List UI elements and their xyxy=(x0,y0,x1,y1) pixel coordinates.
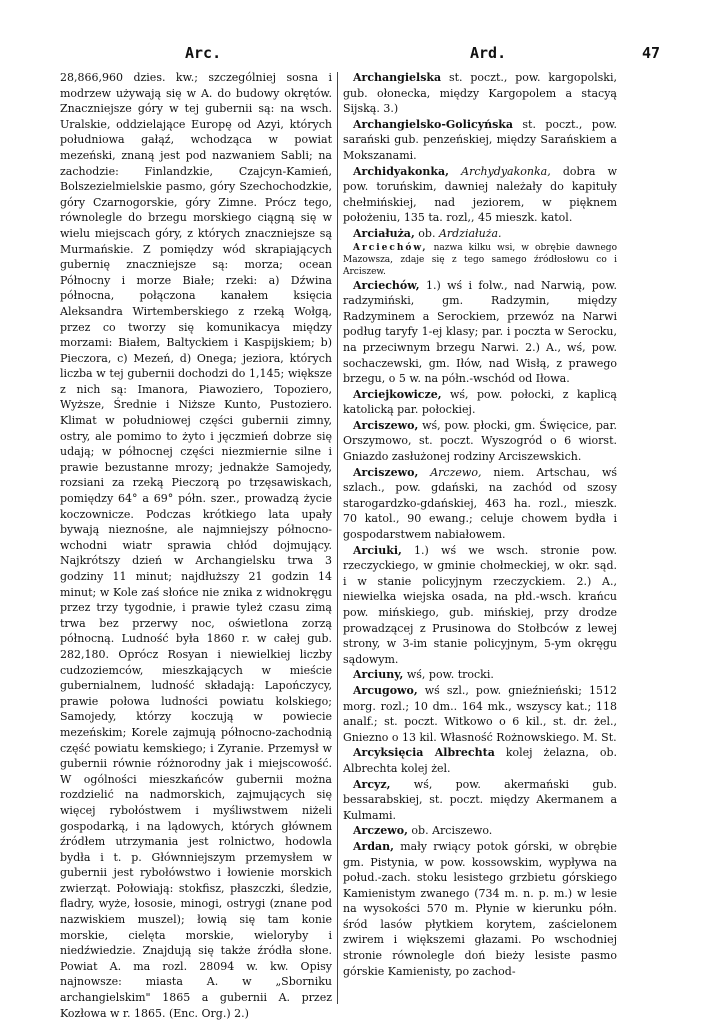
entry-text: nazwa kilku wsi, w obrębie dawnego Mazowsza, zdaje się z tego samego źródłosłowu co i Arciszew. xyxy=(343,242,617,277)
entry-headword: Arciuny, xyxy=(353,668,404,682)
entry-headword: Archangielska xyxy=(353,71,442,84)
entry-text: kolej żelazna, ob. Albrechta kolej żel. xyxy=(343,746,617,775)
dictionary-entry xyxy=(343,683,617,745)
left-column-text: 28,866,960 dzies. kw.; szczególniej sosna i modrzew używają się w A. do budowy okrętów. Znaczniejsze góry w tej gubernii są: na wsch. Uralskie, oddzielające Europę od Azyi, których południowa gałąź, wchodząca w powiat mezeński, znaną jest pod nazwaniem Sabli; na zachodzie: Finlandzkie, Czajcyn-Kamień, Bolszezielmielskie pasmo, góry Szechochodzkie, góry Czarnogorskie, góry Zimne. Prócz tego, równolegle do brzegu morskiego ciągną się w wielu miejscach góry, z których znaczniejsze są Murmańskie. Z pomiędzy wód skrapiających gubernię znaczniejsze są: morza; ocean Północny i morze Białe; rzeki: a) Dźwina północna, połączona kanałem księcia Aleksandra Wirtemberskiego z rzeką Wołgą, przez co tworzy się komunikacya między morzami: Białem, Baltyckiem i Kaspijskiem; b) Pieczora, c) Mezeń, d) Onega; jeziora, których liczba w tej gubernii dochodzi do 1,145; większe z nich są: Imanora, Piawoziero, Topoziero, Wyższe, Średnie i Niższe Kunto, Pustoziero. Klimat w południowej części gubernii zimny, ostry, ale pomimo to żyto i jęczmień dobrze się udają; w północnej części niezmiernie silne i prawie bezustanne mrozy; jednakże Samojedy, rozsiani za rzeką Pieczorą po trzęsawiskach, pomiędzy 64° a 69° półn. szer., prowadzą życie koczownicze. Podczas krótkiego lata upały bywają nieznośne, ale najmniejszy północno-wchodni wiatr sprawia chłód dojmujący. Najkrótszy dzień w Archangielsku trwa 3 godziny 11 minut; najdłuższy 21 godzin 14 minut; w Kole zaś słońce nie znika z widnokręgu przez trzy tygodnie, i prawie tyleż czasu zimą trwa bez przerwy noc, oświetlona zorzą północną. Ludność była 1860 r. w całej gub. 282,180. Oprócz Rosyan i niewielkiej liczby cudzoziemców, mieszkających w mieście gubernialnem, ludność składają: Lapończycy, prawie połowa ludności powiatu kolskiego; Samojedy, którzy koczują w powiecie mezeńskim; Korele zajmują północno-zachodnią część powiatu kemskiego; i Zyranie. Przemysł w gubernii równie różnorodny jak i miejscowość. W ogólności mieszkańców gubernii można rozdzielić na nadmorskich, zajmujących się więcej rybołóstwem i myśliwstwem niżeli gospodarką, i na lądowych, których głównem źródłem utrzymania jest rolnictwo, hodowla bydła i t. p. Głównniejszym przemysłem w gubernii jest rybołówstwo i łowienie morskich zwierząt. Połowiają: stokfisz, płaszczki, śledzie, fladry, wyże, łososie, minogi, ostrygi (znane pod nazwiskiem muszel); łowią się tam konie morskie, cielęta morskie, wieloryby i niedźwiedzie. Znajdują się także źródła słone. Powiat A. ma rozl. 28094 w. kw. Opisy najnowsze: miasta A. w „Sborniku archangielskim" 1865 a gubernii A. przez Kozłowa w r. 1865. (Enc. Org.) 2.) xyxy=(60,71,332,1020)
entry-text: dobra w pow. toruńskim, dawniej należały do kapituły chełmińskiej, nad jeziorem, w pięknem położeniu, 135 ta. rozl,, 45 mieszk. katol. xyxy=(343,164,618,225)
entry-headword: Arcugowo, xyxy=(353,683,418,697)
dictionary-entry xyxy=(343,226,617,242)
entry-text: wś, pow. połocki, z kaplicą katolicką par. połockiej. xyxy=(343,387,617,417)
entry-headword: Arciuki, xyxy=(353,543,402,557)
dictionary-entry xyxy=(343,278,617,387)
entry-headword: Arciechów, xyxy=(353,242,428,253)
entry-headword: Ardan, xyxy=(353,839,394,853)
dictionary-entry xyxy=(343,667,617,683)
entry-text: st. poczt., pow. sarański gub. penzeńskiej, między Sarańskiem a Mokszanami. xyxy=(343,117,617,162)
entry-headword: Arczewo, xyxy=(353,824,408,838)
dictionary-entry xyxy=(343,242,617,278)
entry-text: st. poczt., pow. kargopolski, gub. ołonecka, między Kargopolem a stacyą Sijską. 3.) xyxy=(343,71,617,116)
entry-headword: Arcyksięcia Albrechta xyxy=(353,746,495,760)
entry-headword: Arciszewo, xyxy=(353,465,419,479)
entry-text: wś, pow. akermański gub. bessarabskiej, st. poczt. między Akermanem a Kulmami. xyxy=(343,777,617,822)
dictionary-entry xyxy=(343,387,617,418)
entry-headword: Arciejkowicze, xyxy=(353,387,442,401)
entry-headword: Arciałuża, xyxy=(353,226,415,240)
dictionary-entry xyxy=(343,777,617,824)
dictionary-entry xyxy=(343,465,617,543)
header-left: Arc. xyxy=(185,44,222,62)
entry-text: ob. Arciszewo. xyxy=(407,824,493,838)
dictionary-entry xyxy=(343,745,617,776)
header-center: Ard. xyxy=(470,44,507,62)
dictionary-entry xyxy=(343,839,617,979)
entry-headword: Arcyz, xyxy=(353,777,391,791)
left-column xyxy=(60,70,332,1020)
entry-headword: Archidyakonka, xyxy=(353,164,449,178)
entry-text: 1.) wś we wsch. stronie pow. rzeczyckiego, w gminie chołmeckiej, w okr. sąd. i w stanie policyjnym rzeczyckiem. 2.) A., niewielka wiejska osada, na płd.-wsch. krańcu pow. mińskiego, gub. mińskiej, przy drodze prowadzącej z Prusinowa do Stołbców z lewej strony, w 3-im stanie policyjnym, 5-ym okręgu sądowym. xyxy=(343,543,617,666)
column-divider xyxy=(337,72,338,1004)
entry-variant: Arczewo, xyxy=(430,465,482,479)
entry-headword: Archangielsko-Golicyńska xyxy=(353,117,514,131)
dictionary-entry xyxy=(343,117,617,164)
dictionary-entry xyxy=(343,164,617,226)
entry-text: 1.) wś i folw., nad Narwią, pow. radzymiński, gm. Radzymin, między Radzyminem a Serockiem, przewóz na Narwi podług taryfy 1-ej klasy; par. i poczta w Serocku, na przeciwnym brzegu Narwi. 2.) A., wś, pow. sochaczewski, gm. Iłów, nad Wisłą, z prawego brzegu, o 5 w. na półn.-wschód od Iłowa. xyxy=(343,278,617,386)
dictionary-entry xyxy=(343,823,617,839)
entry-text: ob. xyxy=(414,226,439,240)
entry-text: wś szl., pow. gnieźnieński; 1512 morg. rozl.; 10 dm.. 164 mk., wszyscy kat.; 118 analf.; st. poczt. Witkowo o 6 kil., st. dr. żel., Gniezno o 13 kil. Własność Rożnowskiego. M. St. xyxy=(343,683,617,744)
entry-variant: Archydyakonka, xyxy=(461,164,551,178)
entry-text: wś, pow. płocki, gm. Święcice, par. Orszymowo, st. poczt. Wyszogród o 6 wiorst. Gniazdo zasłużonej rodziny Arciszewskich. xyxy=(343,418,617,464)
entry-headword: Arciszewo, xyxy=(353,418,419,432)
right-column xyxy=(343,70,617,1006)
entry-text: mały rwiący potok górski, w obrębie gm. Pistynia, w pow. kossowskim, wypływa na połud.-zach. stoku lesistego grzbietu górskiego Kamienistym zwanego (734 m. n. p. m.) w lesie na wysokości 570 m. Płynie w kierunku półn. śród lasów płytkiem korytem, zaścielonem zwirem i większemi głazami. Po wschodniej stronie równolegle doń bieży lesiste pasmo górskie Kamienisty, po zachod- xyxy=(343,839,617,978)
dictionary-entry xyxy=(343,70,617,117)
dictionary-entry xyxy=(343,418,617,465)
entry-reference: Ardziałuża. xyxy=(438,226,502,240)
page-header xyxy=(60,44,660,64)
dictionary-entry xyxy=(343,543,617,668)
page-number: 47 xyxy=(641,44,660,62)
entry-text: wś, pow. trocki. xyxy=(403,668,494,682)
entry-headword: Arciechów, xyxy=(353,278,420,292)
entry-text: niem. Artschau, wś szlach., pow. gdański, na zachód od szosy starogardzko-gdańskiej, 463 ha. rozl., mieszk. 70 katol., 90 ewang.; celuje chowem bydła i gospodarstwem nabiałowem. xyxy=(343,465,618,542)
